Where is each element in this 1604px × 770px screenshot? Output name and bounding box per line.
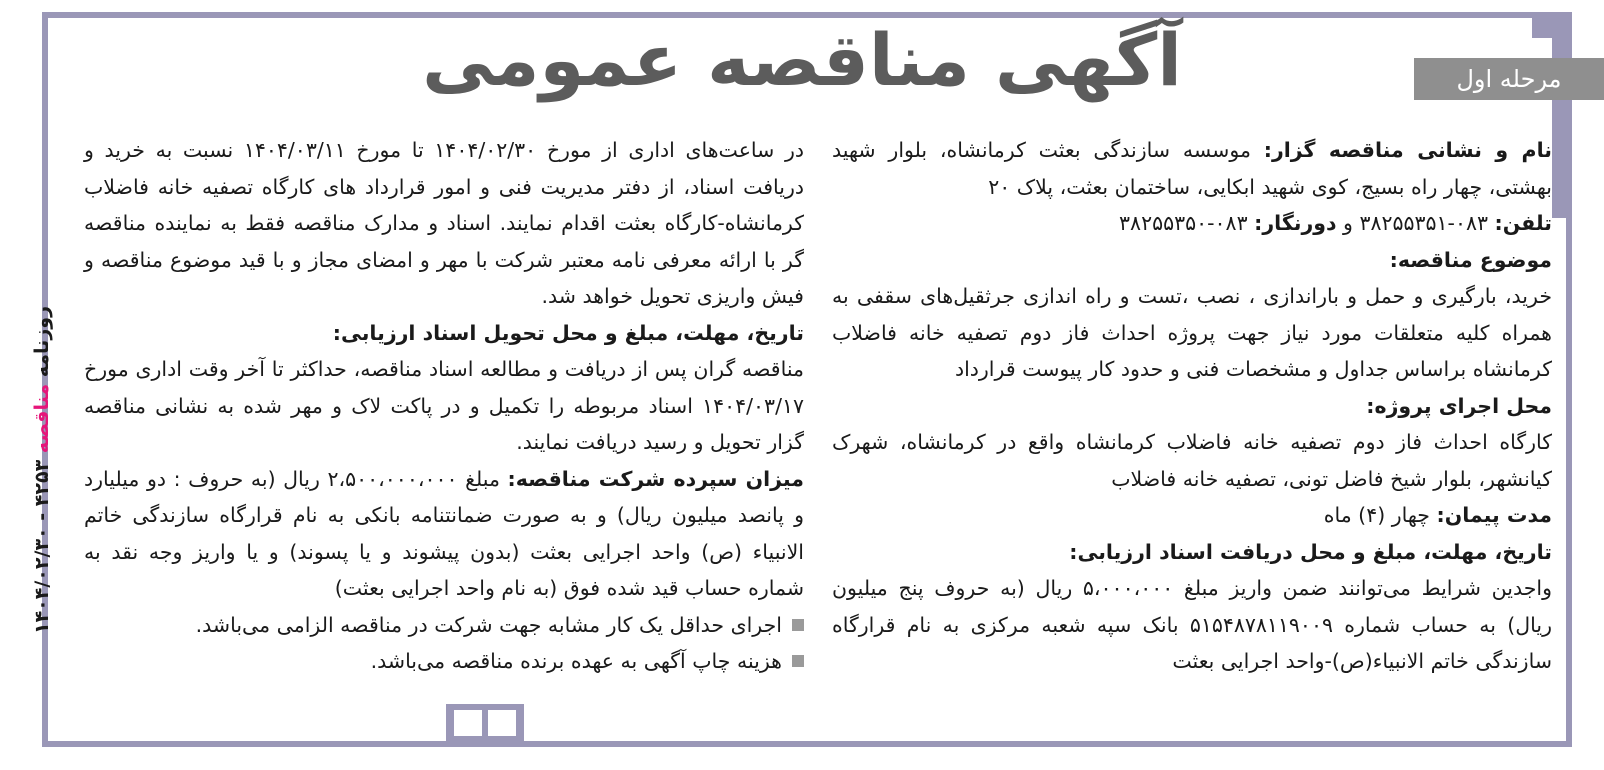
purchase-docs-text: در ساعت‌های اداری از مورخ ۱۴۰۴/۰۲/۳۰ تا مورخ ۱۴۰۴/۰۳/۱۱ نسبت به خرید و دریافت اسناد، از دفتر مدیریت فنی و امور قرارداد های کارگاه تصفیه خانه فاضلاب کرمانشاه-کارگاه بعثت اقدام نمایند. اسناد و مدارک مناقصه فقط به نماینده مناقصه گر با ارائه معرفی نامه معتبر شرکت با مهر و امضای مجاز و با قید موضوع مناقصه و فیش واریزی تحویل خواهد شد. (84, 138, 804, 308)
fax-value: ۰۸۳-۳۸۲۵۵۳۵۰ (1119, 211, 1255, 235)
stage-badge: مرحله اول (1414, 58, 1604, 100)
duration-text: چهار (۴) ماه (1323, 503, 1437, 527)
phone-label: تلفن: (1494, 211, 1552, 235)
square-bullet-icon (792, 655, 804, 667)
subject-heading: موضوع مناقصه: (1389, 247, 1552, 272)
right-column (832, 132, 1552, 680)
contact-info (832, 205, 1552, 242)
delivery-heading: تاریخ، مهلت، مبلغ و محل تحویل اسناد ارزیابی: (332, 320, 804, 345)
place-heading: محل اجرای پروژه: (1366, 393, 1552, 418)
tenderer-info (832, 132, 1552, 205)
notice-title: آگهی مناقصه عمومی (422, 18, 1182, 102)
bullet-text: هزینه چاپ آگهی به عهده برنده مناقصه می‌باشد. (370, 649, 782, 673)
place-text: کارگاه احداث فاز دوم تصفیه خانه فاضلاب کرمانشاه واقع در کرمانشاه، شهرک کیانشهر، بلوار شیخ فاضل تونی، تصفیه خانه فاضلاب (832, 430, 1552, 491)
bullet-item (84, 643, 804, 680)
footer-box (454, 710, 482, 736)
phone-value: ۰۸۳-۳۸۲۵۵۳۵۱ و (1336, 211, 1495, 235)
subject-text: خرید، بارگیری و حمل و باراندازی ، نصب ،تست و راه اندازی جرثقیل‌های سقفی به همراه کلیه متعلقات مورد نیاز جهت پروژه احداث فاز دوم تصفیه خانه فاضلاب کرمانشاه براساس جداول و مشخصات فنی و حدود کار پیوست قرارداد (832, 284, 1552, 381)
fax-label: دورنگار: (1254, 211, 1337, 235)
tenderer-label: نام و نشانی مناقصه گزار: (1263, 138, 1552, 162)
footer-box (488, 710, 516, 736)
newspaper-issue: ۴۲۵۳ (31, 459, 53, 507)
receive-docs-text: واجدین شرایط می‌توانند ضمن واریز مبلغ ۵،۰۰۰،۰۰۰ ریال (به حروف پنج میلیون ریال) به حساب شماره ۵۱۵۴۸۷۸۱۱۹۰۰۹ بانک سپه شعبه مرکزی به نام قرارگاه سازندگی خاتم الانبیاء(ص)-واحد اجرایی بعثت (832, 576, 1552, 673)
deposit-text: مبلغ ۲،۵۰۰،۰۰۰،۰۰۰ ریال (به حروف : دو میلیارد و پانصد میلیون ریال) و به صورت ضمانتنامه بانکی به نام قرارگاه سازندگی خاتم الانبیاء (ص) واحد اجرایی بعثت (بدون پیشوند و یا پسوند) و یا واریز وجه نقد به شماره حساب قید شده فوق (به نام واحد اجرایی بعثت) (84, 466, 804, 600)
duration-label: مدت پیمان: (1436, 503, 1552, 527)
bullet-text: اجرای حداقل یک کار مشابه جهت شرکت در مناقصه الزامی می‌باشد. (195, 612, 782, 637)
newspaper-prefix: روزنامه (31, 305, 53, 378)
newspaper-credit: روزنامه مناقصه ۴۲۵۳ - ۱۴۰۴/۰۲/۳۰ (31, 305, 53, 635)
receive-docs-heading: تاریخ، مهلت، مبلغ و محل دریافت اسناد ارزیابی: (1069, 539, 1552, 564)
delivery-text: مناقصه گران پس از دریافت و مطالعه اسناد مناقصه، حداکثر تا آخر وقت اداری مورخ ۱۴۰۴/۰۳/۱۷ اسناد مربوطه را تکمیل و در پاکت لاک و مهر شده به نشانی مناقصه گزار تحویل و رسید دریافت نمایند. (84, 357, 804, 454)
bullet-item (84, 607, 804, 644)
duration-info (832, 497, 1552, 534)
newspaper-date: ۱۴۰۴/۰۲/۳۰ (31, 527, 53, 635)
deposit-info (84, 461, 804, 607)
footer-decoration (446, 704, 524, 742)
newspaper-name: مناقصه (31, 383, 53, 454)
left-column (84, 132, 804, 680)
square-bullet-icon (792, 619, 804, 631)
deposit-label: میزان سپرده شرکت مناقصه: (507, 466, 804, 491)
tenderer-text: موسسه سازندگی بعثت کرمانشاه، بلوار شهید بهشتی، چهار راه بسیج، کوی شهید ابکایی، ساختمان بعثت، پلاک ۲۰ (832, 138, 1552, 199)
